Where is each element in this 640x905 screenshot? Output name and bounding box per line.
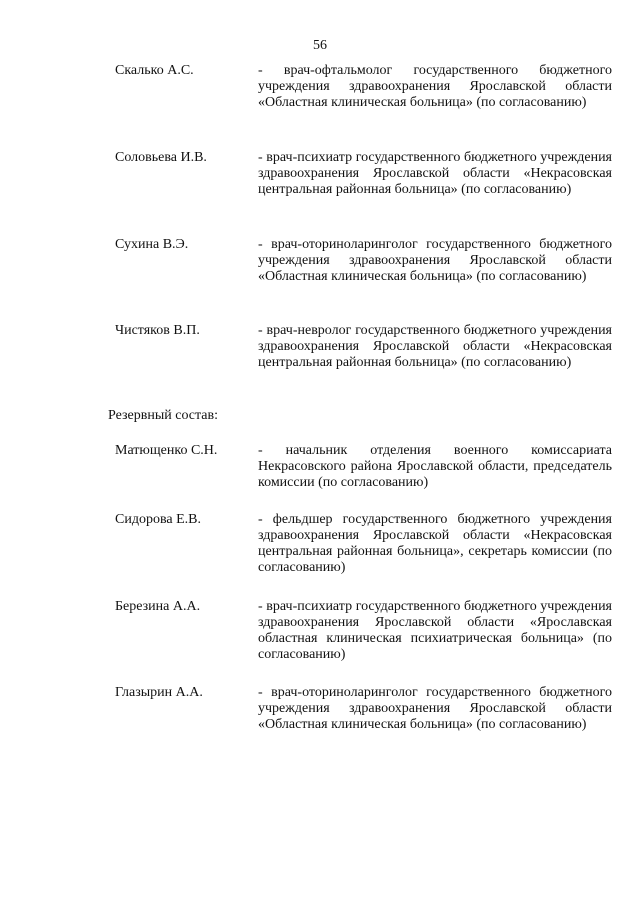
member-description: - врач-оториноларинголог государственного бюджетного учреждения здравоохранения Ярославской области «Областная клиническая больница» (по согласованию)	[258, 237, 612, 284]
member-name: Сидорова Е.В.	[115, 512, 201, 527]
member-description: - фельдшер государственного бюджетного учреждения здравоохранения Ярославской области «Некрасовская центральная районная больница», секретарь комиссии (по согласованию)	[258, 512, 612, 575]
member-description: - врач-офтальмолог государственного бюджетного учреждения здравоохранения Ярославской области «Областная клиническая больница» (по согласованию)	[258, 63, 612, 110]
member-description: - врач-оториноларинголог государственного бюджетного учреждения здравоохранения Ярославской области «Областная клиническая больница» (по согласованию)	[258, 685, 612, 732]
member-name: Чистяков В.П.	[115, 323, 200, 338]
member-description: - врач-психиатр государственного бюджетного учреждения здравоохранения Ярославской области «Некрасовская центральная районная больница» (по согласованию)	[258, 150, 612, 197]
member-name: Скалько А.С.	[115, 63, 194, 78]
member-name: Березина А.А.	[115, 599, 201, 614]
member-description: - врач-невролог государственного бюджетного учреждения здравоохранения Ярославской области «Некрасовская центральная районная больница» (по согласованию)	[258, 323, 612, 370]
member-name: Сухина В.Э.	[115, 237, 189, 252]
member-name: Матющенко С.Н.	[115, 443, 218, 458]
member-description: - врач-психиатр государственного бюджетного учреждения здравоохранения Ярославской области «Ярославская областная клиническая психиатрическая больница» (по согласованию)	[258, 599, 612, 662]
member-name: Глазырин А.А.	[115, 685, 203, 700]
page-number: 56	[313, 38, 327, 53]
member-name: Соловьева И.В.	[115, 150, 207, 165]
reserve-heading: Резервный состав:	[108, 408, 219, 423]
member-description: - начальник отделения военного комиссариата Некрасовского района Ярославской области, председатель комиссии (по согласованию)	[258, 443, 612, 490]
